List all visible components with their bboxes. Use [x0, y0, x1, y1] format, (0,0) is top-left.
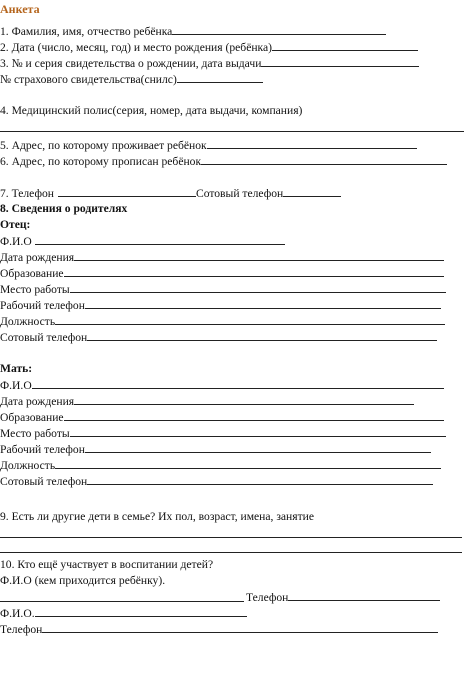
mother-education-line	[0, 410, 444, 425]
mother-birth-line	[0, 394, 414, 409]
mother-birth-label: Дата рождения	[0, 395, 75, 408]
mother-mobile-line	[0, 474, 433, 489]
father-position-field[interactable]	[55, 314, 445, 325]
father-birth-field[interactable]	[74, 250, 444, 261]
father-position-line	[0, 314, 445, 329]
father-workphone-line	[0, 298, 441, 313]
mother-position-line	[0, 458, 441, 473]
mother-position-label: Должность	[0, 459, 56, 472]
mother-workphone-field[interactable]	[85, 442, 431, 453]
father-workphone-label: Рабочий телефон	[0, 299, 85, 312]
q7-phone-label: 7. Телефон	[0, 187, 54, 200]
q2-field[interactable]	[272, 40, 418, 51]
father-fio-line	[0, 234, 285, 249]
q10-fio-label: Ф.И.О (кем приходится ребёнку).	[0, 574, 166, 587]
q6-label: 6. Адрес, по которому прописан ребёнок	[0, 155, 202, 168]
q3b-line	[0, 72, 263, 87]
q5-label: 5. Адрес, по которому проживает ребёнок	[0, 139, 207, 152]
q10-fio2-label: Ф.И.О.	[0, 607, 35, 620]
form-title: Анкета	[0, 2, 40, 16]
q2-line	[0, 40, 418, 55]
q10-phone-label: Телефон	[246, 591, 289, 604]
q10-fio-field[interactable]	[0, 601, 244, 602]
father-education-field[interactable]	[64, 266, 444, 277]
q3b-label: № страхового свидетельства(снилс)	[0, 73, 177, 86]
q5-field[interactable]	[207, 138, 417, 149]
father-education-line	[0, 266, 444, 281]
mother-workplace-field[interactable]	[70, 426, 446, 437]
q1-line	[0, 24, 386, 39]
father-birth-label: Дата рождения	[0, 251, 75, 264]
q10-phone-field[interactable]	[288, 590, 440, 601]
q3-line	[0, 56, 419, 71]
father-position-label: Должность	[0, 315, 56, 328]
q7-mobile-field[interactable]	[283, 186, 341, 197]
mother-fio-line	[0, 378, 444, 393]
q1-label: 1. Фамилия, имя, отчество ребёнка	[0, 25, 173, 38]
q4-label: 4. Медицинский полис(серия, номер, дата выдачи, компания)	[0, 104, 303, 117]
father-birth-line	[0, 250, 444, 265]
q9-field-1[interactable]	[0, 537, 462, 538]
father-mobile-label: Сотовый телефон	[0, 331, 88, 344]
father-fio-label: Ф.И.О	[0, 235, 32, 248]
mother-fio-label: Ф.И.О	[0, 379, 32, 392]
q5-line	[0, 138, 417, 153]
q6-field[interactable]	[201, 154, 447, 165]
father-workphone-field[interactable]	[85, 298, 441, 309]
father-education-label: Образование	[0, 267, 64, 280]
q3-label: 3. № и серия свидетельства о рождении, дата выдачи	[0, 57, 262, 70]
q9-label: 9. Есть ли другие дети в семье? Их пол, возраст, имена, занятие	[0, 510, 315, 523]
q10-label: 10. Кто ещё участвует в воспитании детей?	[0, 558, 214, 571]
q10-phone-line	[246, 590, 440, 605]
q7-phone-field[interactable]	[58, 186, 196, 197]
father-mobile-field[interactable]	[87, 330, 437, 341]
father-workplace-field[interactable]	[70, 282, 446, 293]
q6-line	[0, 154, 447, 169]
father-heading: Отец:	[0, 218, 31, 231]
q10-phone2-line	[0, 622, 438, 637]
mother-education-field[interactable]	[64, 410, 444, 421]
father-workplace-line	[0, 282, 446, 297]
q4-field[interactable]	[0, 131, 464, 132]
mother-birth-field[interactable]	[74, 394, 414, 405]
q10-phone2-field[interactable]	[42, 622, 438, 633]
q3b-field[interactable]	[177, 72, 263, 83]
q7-line	[0, 186, 341, 201]
mother-mobile-field[interactable]	[87, 474, 433, 485]
mother-workphone-label: Рабочий телефон	[0, 443, 85, 456]
q8-heading: 8. Сведения о родителях	[0, 202, 128, 215]
q3-field[interactable]	[261, 56, 419, 67]
mother-workplace-label: Место работы	[0, 427, 70, 440]
q9-field-2[interactable]	[0, 552, 462, 553]
mother-mobile-label: Сотовый телефон	[0, 475, 88, 488]
father-workplace-label: Место работы	[0, 283, 70, 296]
q10-phone2-label: Телефон	[0, 623, 43, 636]
mother-heading: Мать:	[0, 362, 33, 375]
mother-education-label: Образование	[0, 411, 64, 424]
q10-fio2-line	[0, 606, 247, 621]
q10-fio2-field[interactable]	[35, 606, 247, 617]
father-fio-field[interactable]	[35, 234, 285, 245]
mother-position-field[interactable]	[55, 458, 441, 469]
q2-label: 2. Дата (число, месяц, год) и место рождения (ребёнка)	[0, 41, 273, 54]
father-mobile-line	[0, 330, 437, 345]
mother-fio-field[interactable]	[32, 378, 444, 389]
q7-mobile-label: Сотовый телефон	[195, 187, 284, 200]
mother-workplace-line	[0, 426, 446, 441]
mother-workphone-line	[0, 442, 431, 457]
q1-field[interactable]	[172, 24, 386, 35]
